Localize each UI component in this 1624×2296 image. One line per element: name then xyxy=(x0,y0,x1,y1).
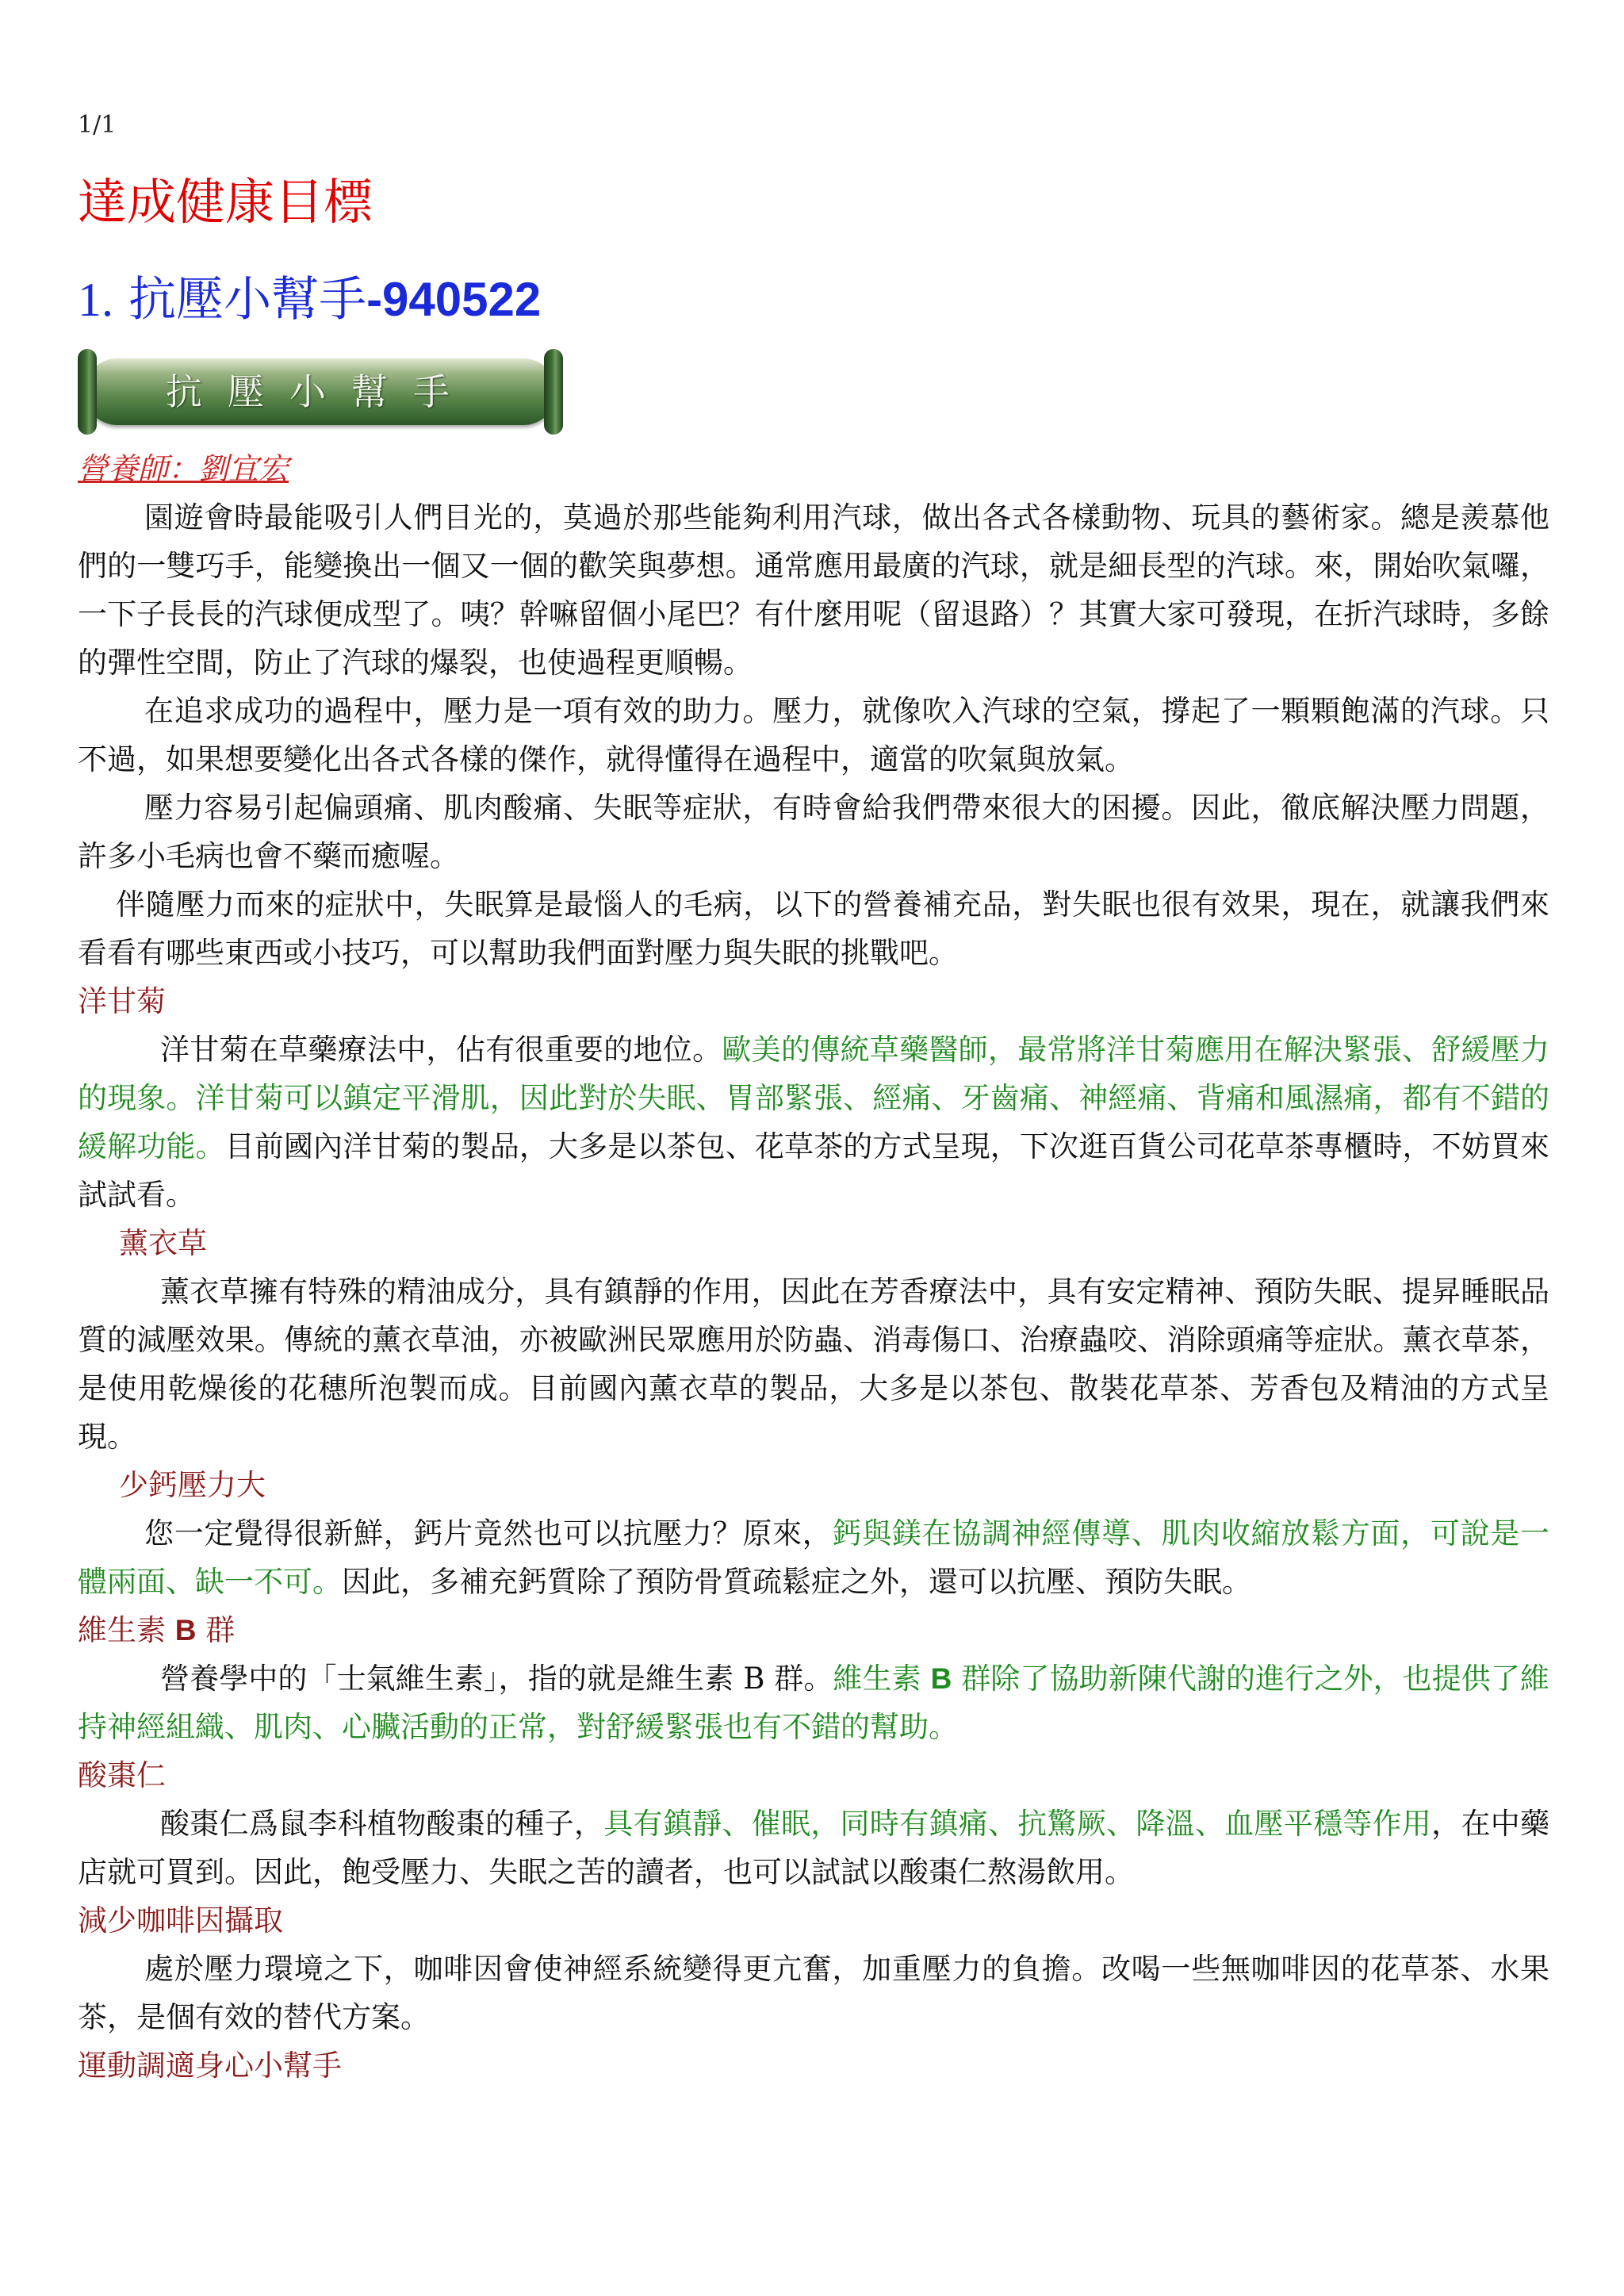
caffeine-heading: 減少咖啡因攝取 xyxy=(78,1903,283,1938)
title-banner-image xyxy=(78,349,563,435)
lavender-heading: 薰衣草 xyxy=(119,1226,207,1260)
banner-text: 抗壓小幫手 xyxy=(166,370,475,413)
article-body xyxy=(78,493,1549,2090)
section-heading xyxy=(78,262,541,330)
vitamin-b-heading-post: 群 xyxy=(196,1613,236,1647)
page-title: 達成健康目標 xyxy=(78,173,373,231)
chamomile-text-2: 目前國內洋甘菊的製品，大多是以茶包、花草茶的方式呈現，下次逛百貨公司花草茶專櫃時，不妨買來試試看。 xyxy=(78,1129,1550,1212)
vitamin-b-paragraph xyxy=(78,1654,1549,1751)
vitamin-b-highlight-post: 群除了協助新陳代謝的進行之外，也提供了維持神經組織、肌肉、心臟活動的正常，對舒緩緊張也有不錯的幫助。 xyxy=(78,1662,1549,1744)
jujube-paragraph xyxy=(78,1800,1549,1896)
chamomile-heading: 洋甘菊 xyxy=(78,984,166,1018)
calcium-text-2: 因此，多補充鈣質除了預防骨質疏鬆症之外，還可以抗壓、預防失眠。 xyxy=(342,1565,1251,1599)
vitamin-b-highlight-pre: 維生素 xyxy=(833,1662,931,1696)
calcium-highlight: 鈣與鎂在協調神經傳導、肌肉收縮放鬆方面，可說是一體兩面、缺一不可。 xyxy=(78,1516,1549,1599)
author-link[interactable]: 營養師：劉宜宏 xyxy=(78,451,289,486)
intro-paragraph-3: 壓力容易引起偏頭痛、肌肉酸痛、失眠等症狀，有時會給我們帶來很大的困擾。因此，徹底解決壓力問題，許多小毛病也會不藥而癒喔。 xyxy=(78,791,1549,873)
jujube-text-2: ，在中藥店就可買到。因此，飽受壓力、失眠之苦的讀者，也可以試試以酸棗仁熬湯飲用。 xyxy=(78,1807,1550,1889)
intro-paragraph-1: 園遊會時最能吸引人們目光的，莫過於那些能夠利用汽球，做出各式各樣動物、玩具的藝術家。總是羨慕他們的一雙巧手，能變換出一個又一個的歡笑與夢想。通常應用最廣的汽球，就是細長型的汽球。來，開始吹氣囉，一下子長長的汽球便成型了。咦？幹嘛留個小尾巴？有什麼用呢（留退路）？其實大家可發現，在折汽球時，多餘的彈性空間，防止了汽球的爆裂，也使過程更順暢。 xyxy=(78,500,1549,680)
vitamin-b-heading-letter: B xyxy=(174,1614,197,1646)
calcium-text-1: 您一定覺得很新鮮，鈣片竟然也可以抗壓力？原來， xyxy=(144,1516,833,1550)
page-number: 1/1 xyxy=(78,111,117,139)
caffeine-paragraph: 處於壓力環境之下，咖啡因會使神經系統變得更亢奮，加重壓力的負擔。改喝一些無咖啡因的花草茶、水果茶，是個有效的替代方案。 xyxy=(78,1952,1549,2034)
section-code: -940522 xyxy=(366,273,542,326)
jujube-heading: 酸棗仁 xyxy=(78,1758,166,1792)
section-number: 1. xyxy=(78,274,113,326)
jujube-text-1: 酸棗仁爲鼠李科植物酸棗的種子， xyxy=(160,1807,604,1841)
chamomile-highlight: 歐美的傳統草藥醫師，最常將洋甘菊應用在解決緊張、舒緩壓力的現象。洋甘菊可以鎮定平滑肌，因此對於失眠、胃部緊張、經痛、牙齒痛、神經痛、背痛和風濕痛，都有不錯的緩解功能。 xyxy=(78,1033,1550,1163)
calcium-heading: 少鈣壓力大 xyxy=(119,1468,266,1502)
vitamin-b-heading-pre: 維生素 xyxy=(78,1613,175,1647)
section-title: 抗壓小幫手 xyxy=(128,272,367,328)
jujube-highlight: 具有鎮靜、催眠，同時有鎮痛、抗驚厥、降溫、血壓平穩等作用 xyxy=(603,1807,1432,1841)
vitamin-b-highlight-letter: B xyxy=(930,1662,952,1695)
exercise-heading: 運動調適身心小幫手 xyxy=(78,2049,342,2083)
lavender-paragraph: 薰衣草擁有特殊的精油成分，具有鎮靜的作用，因此在芳香療法中，具有安定精神、預防失眠、提昇睡眠品質的減壓效果。傳統的薰衣草油，亦被歐洲民眾應用於防蟲、消毒傷口、治療蟲咬、消除頭痛等症狀。薰衣草茶，是使用乾燥後的花穗所泡製而成。目前國內薰衣草的製品，大多是以茶包、散裝花草茶、芳香包及精油的方式呈現。 xyxy=(78,1274,1549,1454)
chamomile-paragraph xyxy=(78,1025,1549,1219)
calcium-paragraph xyxy=(78,1509,1549,1606)
intro-paragraph-2: 在追求成功的過程中，壓力是一項有效的助力。壓力，就像吹入汽球的空氣，撐起了一顆顆飽滿的汽球。只不過，如果想要變化出各式各樣的傑作，就得懂得在過程中，適當的吹氣與放氣。 xyxy=(78,694,1549,776)
chamomile-text-1: 洋甘菊在草藥療法中，佔有很重要的地位。 xyxy=(160,1033,722,1067)
intro-paragraph-4: 伴隨壓力而來的症狀中，失眠算是最惱人的毛病，以下的營養補充品，對失眠也很有效果，現在，就讓我們來看看有哪些東西或小技巧，可以幫助我們面對壓力與失眠的挑戰吧。 xyxy=(78,887,1549,970)
vitamin-b-heading xyxy=(78,1606,1549,1654)
vitamin-b-text-1: 營養學中的「士氣維生素」，指的就是維生素 B 群。 xyxy=(160,1662,833,1696)
